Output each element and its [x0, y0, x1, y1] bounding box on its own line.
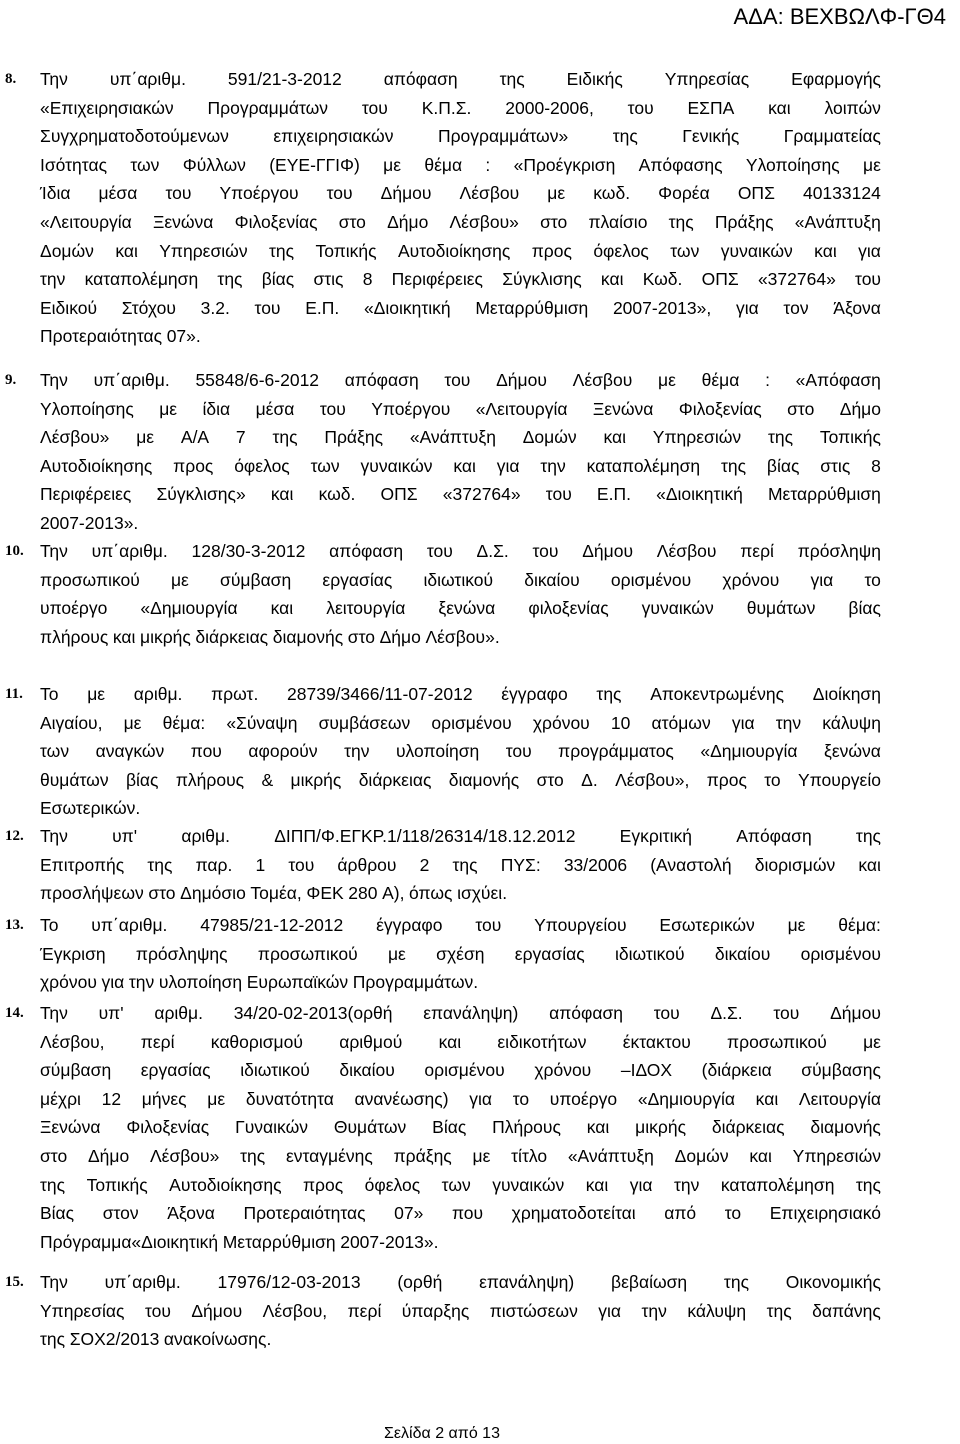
- item-text-line: Την υπ΄αριθμ. 591/21-3-2012 απόφαση της Ειδικής Υπηρεσίας Εφαρμογής: [40, 69, 881, 89]
- item-text-line: της ΣΟΧ2/2013 ανακοίνωσης.: [40, 1329, 272, 1350]
- item-text-line: Αιγαίου, με θέμα: «Σύναψη συμβάσεων ορισμένου χρόνου 10 ατόμων για την κάλυψη: [40, 712, 881, 733]
- item-text-line: Αυτοδιοίκησης προς όφελος των γυναικών και για την καταπολέμηση της βίας στις 8: [40, 455, 881, 476]
- item-text-line: χρόνου για την υλοποίηση Ευρωπαϊκών Προγραμμάτων.: [40, 972, 479, 993]
- item-number: 12.: [5, 828, 24, 844]
- item-text-line: «Λειτουργία Ξενώνα Φιλοξενίας στο Δήμο Λέσβου» στο πλαίσιο της Πράξης «Ανάπτυξη: [40, 212, 881, 232]
- item-text-line: Βίας στον Άξονα Προτεραιότητας 07» που χρηματοδοτείται από το Επιχειρησιακό: [40, 1203, 881, 1224]
- item-text-line: Προτεραιότητας 07».: [40, 326, 201, 347]
- item-number: 14.: [5, 1005, 24, 1021]
- item-number: 15.: [5, 1274, 24, 1290]
- item-text-line: Πρόγραμμα«Διοικητική Μεταρρύθμιση 2007-2013».: [40, 1231, 439, 1252]
- item-text-line: Υπηρεσίας του Δήμου Λέσβου, περί ύπαρξης πιστώσεων για την κάλυψη της δαπάνης: [40, 1300, 881, 1321]
- item-number: 8.: [5, 71, 17, 87]
- item-number: 9.: [5, 372, 17, 388]
- item-text-line: Την υπ΄αριθμ. 55848/6-6-2012 απόφαση του Δήμου Λέσβου με θέμα : «Απόφαση: [40, 370, 881, 390]
- item-text-line: των αναγκών που αφορούν την υλοποίηση του προγράμματος «Δημιουργία ξενώνα: [40, 741, 881, 762]
- item-text-line: Περιφέρειες Σύγκλισης» και κωδ. ΟΠΣ «372764» του Ε.Π. «Διοικητική Μεταρρύθμιση: [40, 484, 881, 505]
- item-text-line: την καταπολέμηση της βίας στις 8 Περιφέρειες Σύγκλισης και Κωδ. ΟΠΣ «372764» του: [40, 269, 881, 290]
- item-text-line: θυμάτων βίας πλήρους & μικρής διάρκειας διαμονής στο Δ. Λέσβου», προς το Υπουργείο: [40, 769, 881, 790]
- item-text-line: Λέσβου, περί καθορισμού αριθμού και ειδικοτήτων έκτακτου προσωπικού με: [40, 1031, 881, 1052]
- item-text-line: πλήρους και μικρής διάρκειας διαμονής στο Δήμο Λέσβου».: [40, 626, 500, 647]
- item-text-line: Την υπ΄αριθμ. 17976/12-03-2013 (ορθή επανάληψη) βεβαίωση της Οικονομικής: [40, 1272, 881, 1292]
- item-text-line: Δομών και Υπηρεσιών της Τοπικής Αυτοδιοίκησης προς όφελος των γυναικών και για: [40, 240, 881, 261]
- item-text-line: Ξενώνα Φιλοξενίας Γυναικών Θυμάτων Βίας Πλήρους και μικρής διάρκειας διαμονής: [40, 1117, 881, 1138]
- item-number: 11.: [5, 686, 23, 702]
- item-text-line: σύμβαση εργασίας ιδιωτικού δικαίου ορισμένου χρόνου –ΙΔΟΧ (διάρκεια σύμβασης: [40, 1060, 881, 1081]
- item-text-line: Την υπ' αριθμ. 34/20-02-2013(ορθή επανάληψη) απόφαση του Δ.Σ. του Δήμου: [40, 1003, 881, 1023]
- item-text-line: προσωπικού με σύμβαση εργασίας ιδιωτικού δικαίου ορισμένου χρόνου για το: [40, 569, 881, 590]
- item-number: 13.: [5, 917, 24, 933]
- item-text-line: 2007-2013».: [40, 513, 139, 533]
- item-text-line: Επιτροπής της παρ. 1 του άρθρου 2 της ΠΥΣ: 33/2006 (Αναστολή διορισμών και: [40, 854, 881, 875]
- item-text-line: Το με αριθμ. πρωτ. 28739/3466/11-07-2012 έγγραφο της Αποκεντρωμένης Διοίκηση: [40, 684, 881, 704]
- item-text-line: μέχρι 12 μήνες με δυνατότητα ανανέωσης) για το υποέργο «Δημιουργία και Λειτουργία: [40, 1088, 881, 1109]
- item-text-line: Υλοποίησης με ίδια μέσα του Υποέργου «Λειτουργία Ξενώνα Φιλοξενίας στο Δήμο: [40, 398, 881, 419]
- item-text-line: της Τοπικής Αυτοδιοίκησης προς όφελος των γυναικών και για την καταπολέμηση της: [40, 1174, 881, 1195]
- item-text-line: Την υπ' αριθμ. ΔΙΠΠ/Φ.ΕΓΚΡ.1/118/26314/18.12.2012 Εγκριτική Απόφαση της: [40, 826, 881, 846]
- item-text-line: στο Δήμο Λέσβου» της ενταγμένης πράξης με τίτλο «Ανάπτυξη Δομών και Υπηρεσιών: [40, 1146, 881, 1166]
- item-text-line: Ισότητας των Φύλλων (ΕΥΕ-ΓΓΙΦ) με θέμα : «Προέγκριση Απόφασης Υλοποίησης με: [40, 154, 881, 175]
- item-text-line: Λέσβου» με Α/Α 7 της Πράξης «Ανάπτυξη Δομών και Υπηρεσιών της Τοπικής: [40, 427, 881, 448]
- item-text-line: Την υπ΄αριθμ. 128/30-3-2012 απόφαση του Δ.Σ. του Δήμου Λέσβου περί πρόσληψη: [40, 541, 881, 561]
- item-text-line: Το υπ΄αριθμ. 47985/21-12-2012 έγγραφο του Υπουργείου Εσωτερικών με θέμα:: [40, 915, 881, 935]
- item-text-line: Ειδικού Στόχου 3.2. του Ε.Π. «Διοικητική Μεταρρύθμιση 2007-2013», για τον Άξονα: [40, 297, 881, 318]
- document-code: ΑΔΑ: ΒΕΧΒΩΛΦ-ΓΘ4: [733, 4, 946, 29]
- item-text-line: «Επιχειρησιακών Προγραμμάτων του Κ.Π.Σ. 2000-2006, του ΕΣΠΑ και λοιπών: [40, 97, 881, 118]
- item-text-line: Εσωτερικών.: [40, 798, 141, 819]
- item-text-line: Έγκριση πρόσληψης προσωπικού με σχέση εργασίας ιδιωτικού δικαίου ορισμένου: [40, 943, 881, 964]
- item-text-line: υποέργο «Δημιουργία και λειτουργία ξενώνα φιλοξενίας γυναικών θυμάτων βίας: [40, 598, 881, 619]
- page-number: Σελίδα 2 από 13: [384, 1425, 500, 1442]
- item-text-line: Ίδια μέσα του Υποέργου του Δήμου Λέσβου με κωδ. Φορέα ΟΠΣ 40133124: [40, 183, 881, 204]
- item-text-line: προσλήψεων στο Δημόσιο Τομέα, ΦΕΚ 280 Α), όπως ισχύει.: [40, 883, 508, 904]
- item-text-line: Συγχρηματοδοτούμενων επιχειρησιακών Προγραμμάτων» της Γενικής Γραμματείας: [40, 126, 881, 147]
- item-number: 10.: [5, 543, 24, 559]
